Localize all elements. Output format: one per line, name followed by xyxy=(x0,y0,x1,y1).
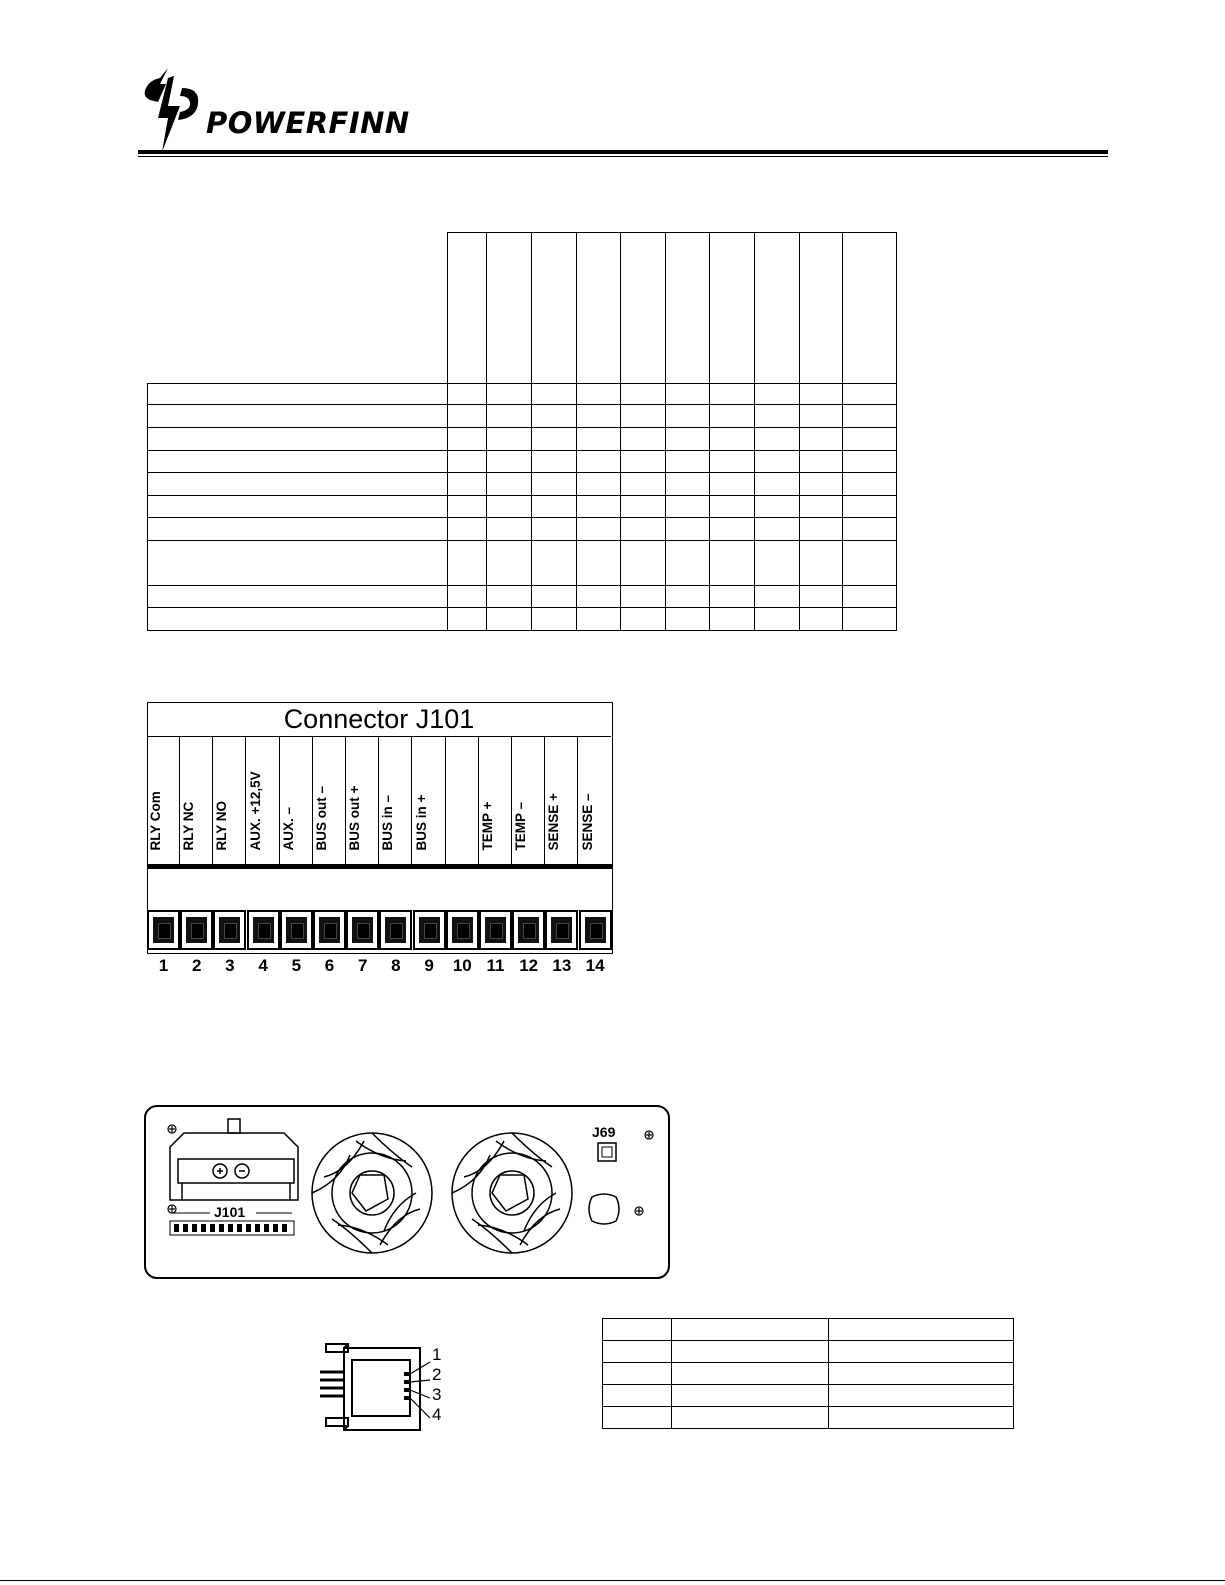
pin-label-cell xyxy=(545,737,578,864)
pin-number: 1 xyxy=(158,956,169,975)
pin-label: BUS in – xyxy=(380,794,396,851)
jack-pin-3: 3 xyxy=(432,1385,442,1404)
screw-terminal xyxy=(313,910,346,950)
brand-name: POWERFINN xyxy=(206,106,410,140)
screw-terminal xyxy=(213,910,246,950)
pin-label: RLY NO xyxy=(214,800,230,851)
table-grid-line xyxy=(147,585,897,586)
pin-label: BUS out – xyxy=(314,785,329,851)
header-divider-thin xyxy=(138,156,1108,157)
screw-terminal xyxy=(413,910,446,950)
connector-j101-diagram xyxy=(147,702,613,992)
pin-number: 13 xyxy=(552,956,572,975)
table-grid-line xyxy=(576,232,577,630)
screw-terminal xyxy=(280,910,313,950)
jack-pin-1: 1 xyxy=(432,1345,442,1364)
screw-terminal xyxy=(446,910,479,950)
panel-j101-label: J101 xyxy=(214,1204,246,1220)
screw-terminal xyxy=(147,910,180,950)
pin-label-cell xyxy=(247,737,280,864)
table-grid-line xyxy=(147,472,897,473)
connector-title: Connector J101 xyxy=(147,702,611,737)
pin-number: 2 xyxy=(191,956,202,975)
pin-label-cell xyxy=(213,737,246,864)
jack-pin-4: 4 xyxy=(432,1405,442,1424)
jack-pin-2: 2 xyxy=(432,1365,442,1384)
table-grid-line xyxy=(147,540,897,541)
pin-label: SENSE + xyxy=(546,793,562,851)
table-grid-line xyxy=(486,232,487,630)
screw-terminal xyxy=(379,910,412,950)
table-grid-line xyxy=(799,232,800,630)
screw-terminal xyxy=(545,910,578,950)
pin-number: 4 xyxy=(258,956,268,975)
pin-label-cell xyxy=(446,737,479,864)
pin-label-cell xyxy=(346,737,379,864)
pin-label-cell xyxy=(479,737,512,864)
panel-j69-label: J69 xyxy=(592,1124,616,1140)
pin-label: TEMP + xyxy=(480,801,495,851)
pin-number: 6 xyxy=(324,956,335,975)
pin-label-cell xyxy=(413,737,446,864)
table-grid-line xyxy=(147,450,897,451)
pin-number: 14 xyxy=(585,956,605,975)
pin-number: 11 xyxy=(486,956,505,975)
pin-label: RLY NC xyxy=(181,801,197,851)
table-grid-line xyxy=(147,404,897,405)
pin-label: BUS in + xyxy=(413,794,429,851)
powerfinn-logo xyxy=(138,66,468,156)
table-row xyxy=(603,1385,1014,1407)
pin-label: SENSE – xyxy=(580,793,596,851)
pin-label: AUX. +12,5V xyxy=(247,771,263,851)
screw-terminal xyxy=(247,910,280,950)
pin-label: AUX. – xyxy=(280,806,296,851)
screw-terminal xyxy=(180,910,213,950)
table-grid-line xyxy=(620,232,621,630)
pin-number: 10 xyxy=(452,956,472,975)
pin-label-cell xyxy=(313,737,346,864)
pin-number: 5 xyxy=(291,956,302,975)
screw-terminal xyxy=(479,910,512,950)
pin-label-cell xyxy=(379,737,412,864)
table-grid-line xyxy=(531,232,532,630)
table-grid-line xyxy=(147,517,897,518)
table-grid-line xyxy=(665,232,666,630)
screw-terminal xyxy=(346,910,379,950)
pin-label-cell xyxy=(180,737,213,864)
table-row xyxy=(603,1319,1014,1341)
table-grid-line xyxy=(147,427,897,428)
pin-number: 12 xyxy=(519,956,539,975)
pin-label-cell xyxy=(512,737,545,864)
header-divider xyxy=(138,150,1108,154)
footer-divider xyxy=(0,1580,1225,1581)
rear-panel-drawing xyxy=(144,1105,672,1281)
pin-label: RLY Com xyxy=(148,791,163,851)
rj-jack-pinout-diagram xyxy=(318,1340,468,1440)
pin-label-cell xyxy=(579,737,612,864)
table-grid-line xyxy=(842,232,843,630)
table-grid-line xyxy=(147,383,148,630)
panel-outline xyxy=(145,1106,669,1278)
table-grid-line xyxy=(147,383,897,384)
table-row xyxy=(603,1363,1014,1385)
pin-label-cell xyxy=(280,737,313,864)
table-grid-line xyxy=(447,232,448,630)
table-grid-line xyxy=(147,630,897,631)
pin-number: 8 xyxy=(391,956,401,975)
pin-number: 3 xyxy=(225,956,235,975)
table-grid-line xyxy=(447,232,896,233)
screw-terminal xyxy=(512,910,545,950)
pin-label: BUS out + xyxy=(347,785,363,851)
pin-label-cell xyxy=(147,737,180,864)
jack-pin-table xyxy=(602,1318,1014,1429)
table-row xyxy=(603,1407,1014,1429)
pin-label: TEMP – xyxy=(513,801,529,851)
lightning-logo-icon xyxy=(138,66,208,156)
table-grid-line xyxy=(896,232,897,630)
table-grid-line xyxy=(754,232,755,630)
table-grid-line xyxy=(709,232,710,630)
pin-number: 7 xyxy=(357,956,368,975)
table-grid-line xyxy=(147,495,897,496)
connector-separator xyxy=(147,864,613,869)
pin-number: 9 xyxy=(424,956,434,975)
table-row xyxy=(603,1341,1014,1363)
screw-terminal xyxy=(579,910,612,950)
table-grid-line xyxy=(147,607,897,608)
